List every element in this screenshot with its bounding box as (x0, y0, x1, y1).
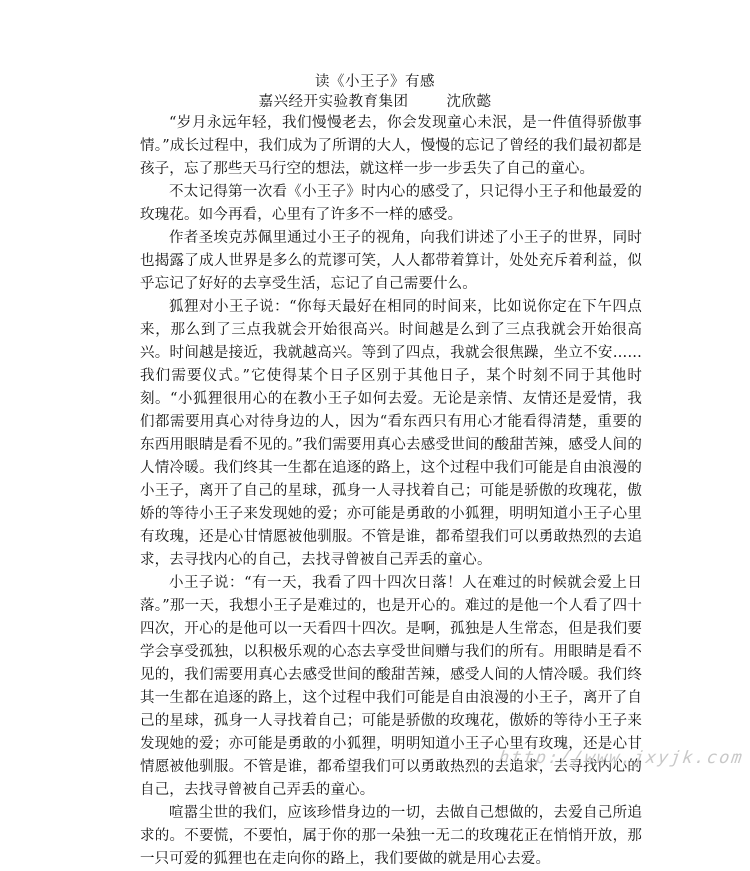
paragraph-1: “岁月永远年轻，我们慢慢老去，你会发现童心未泯，是一件值得骄傲事情。”成长过程中，我们成为了所谓的大人，慢慢的忘记了曾经的我们最初都是孩子，忘了那些天马行空的想法，就这样一步一步丢失了自己的童心。 (140, 115, 642, 177)
site-watermark: http://www.jxyjk.com (497, 748, 746, 768)
paragraph-3: 作者圣埃克苏佩里通过小王子的视角，向我们讲述了小王子的世界，同时也揭露了成人世界是多么的荒谬可笑，人人都带着算计，处处充斥着利益，似乎忘记了好好的去享受生活，忘记了自己需要什么。 (140, 230, 642, 292)
paragraph-5: 小王子说：“有一天，我看了四十四次日落！人在难过的时候就会爱上日落。”那一天，我想小王子是难过的，也是开心的。难过的是他一个人看了四十四次，开心的是他可以一天看四十四次。是啊，孤独是人生常态，但是我们要学会享受孤独，以积极乐观的心态去享受世间赠与我们的所有。用眼睛是看不见的，我们需要用真心去感受世间的酸甜苦辣，感受人间的人情冷暖。我们终其一生都在追逐的路上，这个过程中我们可能是自由浪漫的小王子，离开了自己的星球，孤身一人寻找着自己；可能是骄傲的玫瑰花，傲娇的等待小王子来发现她的爱；亦可能是勇敢的小狐狸，明明知道小王子心里有玫瑰，还是心甘情愿被他驯服。不管是谁，都希望我们可以勇敢热烈的去追求，去寻找内心的自己，去找寻曾被自己弄丢的童心。 (140, 575, 642, 798)
document-title: 读《小王子》有感 (315, 74, 435, 90)
paragraph-4: 狐狸对小王子说：“你每天最好在相同的时间来，比如说你定在下午四点来，那么到了三点我就会开始很高兴。时间越是么到了三点我就会开始很高兴。时间越是接近，我就越高兴。等到了四点，我就会很焦躁，坐立不安……我们需要仪式。”它使得某个日子区别于其他日子，某个时刻不同于其他时刻。“小狐狸很用心的在教小王子如何去爱。无论是亲情、友情还是爱情，我们都需要用真心对待身边的人，因为“看东西只有用心才能看得清楚，重要的东西用眼睛是看不见的。”我们需要用真心去感受世间的酸甜苦辣，感受人间的人情冷暖。我们终其一生都在追逐的路上，这个过程中我们可能是自由浪漫的小王子，离开了自己的星球，孤身一人寻找着自己；可能是骄傲的玫瑰花，傲娇的等待小王子来发现她的爱；亦可能是勇敢的小狐狸，明明知道小王子心里有玫瑰，还是心甘情愿被他驯服。不管是谁，都希望我们可以勇敢热烈的去追求，去寻找内心的自己，去找寻曾被自己弄丢的童心。 (140, 299, 642, 568)
author-line (0, 92, 750, 112)
paragraph-2: 不太记得第一次看《小王子》时内心的感受了，只记得小王子和他最爱的玫瑰花。如今再看，心里有了许多不一样的感受。 (140, 184, 642, 223)
organization-name: 嘉兴经开实验教育集团 (258, 94, 409, 110)
paragraph-6: 喧嚣尘世的我们，应该珍惜身边的一切，去做自己想做的，去爱自己所追求的。不要慌，不要怕，属于你的那一朵独一无二的玫瑰花正在悄悄开放，那一只可爱的狐狸也在走向你的路上，我们要做的就是用心去爱。 (140, 805, 642, 867)
author-name: 沈欣懿 (446, 94, 492, 110)
